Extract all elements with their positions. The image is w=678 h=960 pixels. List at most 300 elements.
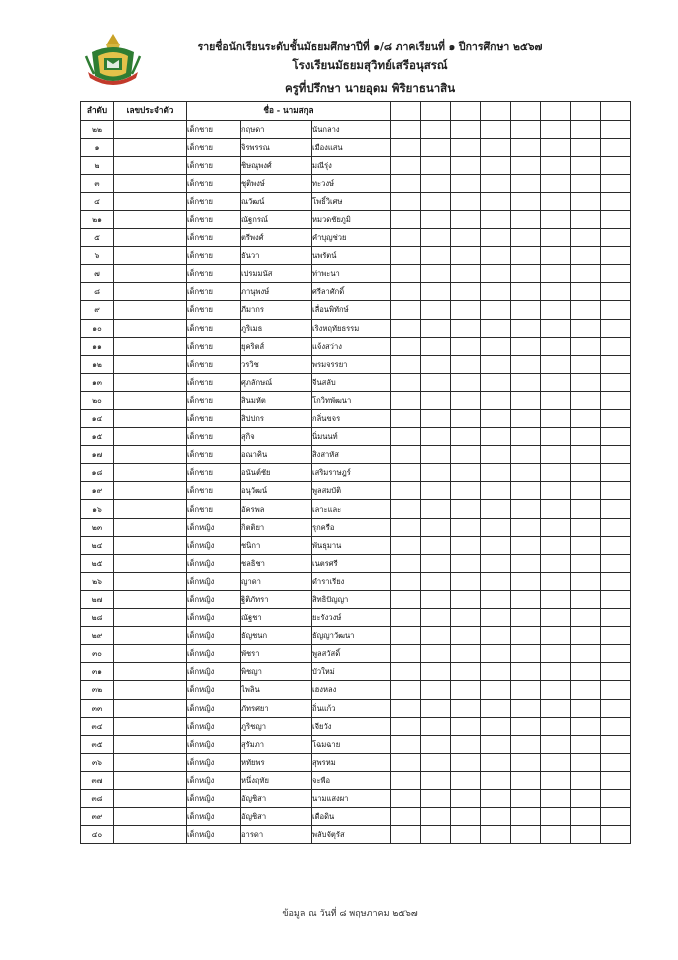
student-number: ๓	[81, 174, 114, 192]
blank-cell	[481, 536, 511, 554]
blank-cell	[421, 789, 451, 807]
student-number: ๒๘	[81, 609, 114, 627]
student-last-name: โฉมฉาย	[312, 735, 391, 753]
student-id-cell	[114, 192, 187, 210]
blank-cell	[541, 120, 571, 138]
table-row	[81, 120, 631, 138]
student-first-name: ภูริชญา	[241, 717, 312, 735]
student-prefix: เด็กชาย	[187, 301, 241, 319]
table-row	[81, 283, 631, 301]
blank-cell	[541, 681, 571, 699]
student-id-cell	[114, 210, 187, 228]
student-id-cell	[114, 337, 187, 355]
blank-cell	[451, 319, 481, 337]
blank-cell	[421, 428, 451, 446]
header-name: ชื่อ - นามสกุล	[187, 102, 391, 121]
blank-cell	[391, 319, 421, 337]
blank-cell	[481, 410, 511, 428]
student-number: ๔๐	[81, 826, 114, 844]
blank-cell	[421, 590, 451, 608]
blank-cell	[571, 283, 601, 301]
student-number: ๑๙	[81, 482, 114, 500]
table-row	[81, 572, 631, 590]
blank-cell	[511, 373, 541, 391]
student-id-cell	[114, 373, 187, 391]
student-last-name: นพรัตน์	[312, 247, 391, 265]
blank-cell	[451, 482, 481, 500]
blank-cell	[571, 753, 601, 771]
school-emblem	[84, 32, 142, 88]
blank-cell	[511, 808, 541, 826]
blank-cell	[481, 826, 511, 844]
blank-cell	[511, 247, 541, 265]
student-number: ๓๓	[81, 699, 114, 717]
blank-cell	[451, 174, 481, 192]
blank-cell	[421, 735, 451, 753]
student-first-name: สุกิจ	[241, 428, 312, 446]
blank-cell	[451, 627, 481, 645]
blank-cell	[541, 627, 571, 645]
blank-cell	[571, 681, 601, 699]
blank-cell	[451, 156, 481, 174]
blank-cell	[601, 681, 631, 699]
table-row	[81, 192, 631, 210]
student-prefix: เด็กหญิง	[187, 771, 241, 789]
student-id-cell	[114, 446, 187, 464]
blank-cell	[511, 572, 541, 590]
blank-cell	[451, 265, 481, 283]
table-row	[81, 717, 631, 735]
student-id-cell	[114, 247, 187, 265]
blank-cell	[541, 554, 571, 572]
blank-cell	[571, 663, 601, 681]
blank-cell	[391, 645, 421, 663]
blank-cell	[421, 518, 451, 536]
student-id-cell	[114, 355, 187, 373]
blank-cell	[481, 446, 511, 464]
student-id-cell	[114, 301, 187, 319]
student-first-name: กิตติยา	[241, 518, 312, 536]
student-first-name: หทัยพร	[241, 753, 312, 771]
student-first-name: อนุวัฒน์	[241, 482, 312, 500]
table-row	[81, 301, 631, 319]
student-number: ๒๔	[81, 536, 114, 554]
blank-cell	[391, 337, 421, 355]
blank-cell	[481, 156, 511, 174]
blank-cell	[511, 410, 541, 428]
student-id-cell	[114, 717, 187, 735]
student-prefix: เด็กชาย	[187, 283, 241, 301]
blank-cell	[601, 717, 631, 735]
blank-cell	[481, 229, 511, 247]
student-last-name: สิงสาหัส	[312, 446, 391, 464]
student-id-cell	[114, 229, 187, 247]
blank-cell	[421, 663, 451, 681]
blank-cell	[601, 337, 631, 355]
blank-cell	[421, 645, 451, 663]
blank-cell	[571, 174, 601, 192]
blank-cell	[511, 301, 541, 319]
table-row	[81, 265, 631, 283]
student-number: ๑	[81, 138, 114, 156]
student-last-name: เจียวัง	[312, 717, 391, 735]
table-row	[81, 373, 631, 391]
blank-cell	[511, 192, 541, 210]
table-row	[81, 808, 631, 826]
blank-cell	[541, 355, 571, 373]
blank-cell	[391, 735, 421, 753]
blank-cell	[541, 301, 571, 319]
blank-cell	[541, 590, 571, 608]
blank-cell	[481, 518, 511, 536]
student-last-name: เริงหฤทัยธรรม	[312, 319, 391, 337]
blank-cell	[391, 428, 421, 446]
blank-cell	[511, 174, 541, 192]
blank-cell	[391, 753, 421, 771]
blank-cell	[421, 681, 451, 699]
blank-cell	[571, 572, 601, 590]
student-last-name: จีนสลับ	[312, 373, 391, 391]
blank-cell	[421, 283, 451, 301]
blank-cell	[601, 355, 631, 373]
student-number: ๓๐	[81, 645, 114, 663]
blank-cell	[541, 410, 571, 428]
blank-cell	[541, 572, 571, 590]
student-first-name: ฐิติภัทรา	[241, 590, 312, 608]
table-row	[81, 229, 631, 247]
blank-cell	[511, 789, 541, 807]
student-first-name: ธันวา	[241, 247, 312, 265]
student-prefix: เด็กหญิง	[187, 753, 241, 771]
blank-cell	[601, 464, 631, 482]
blank-cell	[481, 645, 511, 663]
student-last-name: ท่าพะนา	[312, 265, 391, 283]
student-last-name: นามแสงผา	[312, 789, 391, 807]
blank-cell	[541, 373, 571, 391]
blank-cell	[391, 138, 421, 156]
student-first-name: ภานุพงษ์	[241, 283, 312, 301]
student-first-name: สิปปกร	[241, 410, 312, 428]
table-row	[81, 645, 631, 663]
blank-cell	[391, 192, 421, 210]
blank-cell	[511, 826, 541, 844]
student-number: ๑๔	[81, 410, 114, 428]
student-id-cell	[114, 645, 187, 663]
student-number: ๓๘	[81, 789, 114, 807]
table-row	[81, 156, 631, 174]
student-prefix: เด็กชาย	[187, 319, 241, 337]
blank-cell	[421, 446, 451, 464]
blank-cell	[451, 826, 481, 844]
blank-cell	[601, 446, 631, 464]
student-prefix: เด็กหญิง	[187, 735, 241, 753]
header-blank	[421, 102, 451, 121]
blank-cell	[481, 627, 511, 645]
student-prefix: เด็กชาย	[187, 174, 241, 192]
student-number: ๑๗	[81, 446, 114, 464]
student-prefix: เด็กหญิง	[187, 518, 241, 536]
student-prefix: เด็กชาย	[187, 156, 241, 174]
blank-cell	[481, 500, 511, 518]
blank-cell	[421, 247, 451, 265]
blank-cell	[391, 572, 421, 590]
table-row	[81, 590, 631, 608]
blank-cell	[421, 771, 451, 789]
student-last-name: เดือดิน	[312, 808, 391, 826]
student-first-name: วรวิช	[241, 355, 312, 373]
student-number: ๑๘	[81, 464, 114, 482]
blank-cell	[391, 229, 421, 247]
blank-cell	[391, 174, 421, 192]
blank-cell	[421, 482, 451, 500]
blank-cell	[541, 210, 571, 228]
student-first-name: ธัญชนก	[241, 627, 312, 645]
blank-cell	[481, 247, 511, 265]
student-last-name: เมืองแสน	[312, 138, 391, 156]
blank-cell	[481, 210, 511, 228]
blank-cell	[481, 717, 511, 735]
blank-cell	[451, 771, 481, 789]
blank-cell	[541, 609, 571, 627]
blank-cell	[511, 120, 541, 138]
blank-cell	[481, 428, 511, 446]
blank-cell	[541, 283, 571, 301]
blank-cell	[511, 609, 541, 627]
student-prefix: เด็กชาย	[187, 138, 241, 156]
student-last-name: เฮงหลง	[312, 681, 391, 699]
blank-cell	[541, 265, 571, 283]
table-row	[81, 735, 631, 753]
blank-cell	[601, 410, 631, 428]
blank-cell	[511, 156, 541, 174]
student-number: ๑๐	[81, 319, 114, 337]
blank-cell	[601, 518, 631, 536]
student-prefix: เด็กชาย	[187, 337, 241, 355]
blank-cell	[451, 554, 481, 572]
student-number: ๑๑	[81, 337, 114, 355]
blank-cell	[391, 482, 421, 500]
blank-cell	[541, 518, 571, 536]
blank-cell	[571, 590, 601, 608]
blank-cell	[571, 138, 601, 156]
blank-cell	[391, 609, 421, 627]
blank-cell	[481, 192, 511, 210]
table-row	[81, 518, 631, 536]
blank-cell	[601, 482, 631, 500]
student-id-cell	[114, 138, 187, 156]
student-first-name: ไพลิน	[241, 681, 312, 699]
blank-cell	[541, 337, 571, 355]
blank-cell	[601, 735, 631, 753]
blank-cell	[391, 826, 421, 844]
student-first-name: ตรีพงศ์	[241, 229, 312, 247]
blank-cell	[391, 717, 421, 735]
student-id-cell	[114, 410, 187, 428]
student-first-name: อัญชิสา	[241, 808, 312, 826]
blank-cell	[421, 572, 451, 590]
blank-cell	[421, 138, 451, 156]
student-id-cell	[114, 518, 187, 536]
blank-cell	[541, 138, 571, 156]
student-last-name: สุพรหม	[312, 753, 391, 771]
blank-cell	[571, 771, 601, 789]
blank-cell	[571, 301, 601, 319]
student-first-name: ยุคริตส์	[241, 337, 312, 355]
blank-cell	[571, 609, 601, 627]
student-prefix: เด็กชาย	[187, 229, 241, 247]
student-first-name: ณวัฒน์	[241, 192, 312, 210]
blank-cell	[601, 229, 631, 247]
blank-cell	[391, 265, 421, 283]
student-last-name: เสริมราษฎร์	[312, 464, 391, 482]
blank-cell	[421, 717, 451, 735]
student-first-name: ณัฐกรณ์	[241, 210, 312, 228]
student-prefix: เด็กชาย	[187, 428, 241, 446]
blank-cell	[481, 464, 511, 482]
school-name: โรงเรียนมัธยมสุวิทย์เสรีอนุสรณ์	[292, 58, 448, 72]
table-header-row	[81, 102, 631, 121]
student-id-cell	[114, 627, 187, 645]
blank-cell	[481, 373, 511, 391]
blank-cell	[451, 681, 481, 699]
header-blank	[481, 102, 511, 121]
table-row	[81, 410, 631, 428]
blank-cell	[511, 590, 541, 608]
student-prefix: เด็กหญิง	[187, 572, 241, 590]
blank-cell	[421, 699, 451, 717]
blank-cell	[391, 391, 421, 409]
table-row	[81, 753, 631, 771]
student-first-name: อนันต์ชัย	[241, 464, 312, 482]
blank-cell	[451, 518, 481, 536]
blank-cell	[601, 554, 631, 572]
student-id-cell	[114, 536, 187, 554]
blank-cell	[391, 120, 421, 138]
blank-cell	[481, 699, 511, 717]
student-last-name: โพธิ์วิเศษ	[312, 192, 391, 210]
blank-cell	[421, 355, 451, 373]
student-prefix: เด็กหญิง	[187, 645, 241, 663]
student-first-name: ชลธิชา	[241, 554, 312, 572]
blank-cell	[451, 645, 481, 663]
student-first-name: ชุติพงษ์	[241, 174, 312, 192]
blank-cell	[481, 789, 511, 807]
advisor-line: ครูที่ปรึกษา นายอุดม พิริยาธนาสิน	[284, 81, 456, 95]
student-last-name: พันธุมาน	[312, 536, 391, 554]
student-number: ๙	[81, 301, 114, 319]
student-number: ๒๖	[81, 572, 114, 590]
blank-cell	[451, 120, 481, 138]
table-row	[81, 699, 631, 717]
blank-cell	[541, 428, 571, 446]
blank-cell	[451, 572, 481, 590]
student-last-name: พลับจัตุรัส	[312, 826, 391, 844]
student-number: ๓๒	[81, 681, 114, 699]
blank-cell	[391, 210, 421, 228]
student-first-name: ภัทรศยา	[241, 699, 312, 717]
student-number: ๒๒	[81, 120, 114, 138]
blank-cell	[481, 265, 511, 283]
blank-cell	[511, 138, 541, 156]
blank-cell	[571, 373, 601, 391]
student-number: ๒	[81, 156, 114, 174]
blank-cell	[451, 808, 481, 826]
table-row	[81, 464, 631, 482]
student-prefix: เด็กหญิง	[187, 609, 241, 627]
student-last-name: ยะรังวงษ์	[312, 609, 391, 627]
blank-cell	[421, 319, 451, 337]
blank-cell	[391, 500, 421, 518]
blank-cell	[451, 699, 481, 717]
blank-cell	[451, 663, 481, 681]
blank-cell	[481, 337, 511, 355]
student-prefix: เด็กหญิง	[187, 681, 241, 699]
blank-cell	[451, 717, 481, 735]
student-number: ๓๔	[81, 717, 114, 735]
student-id-cell	[114, 120, 187, 138]
blank-cell	[541, 753, 571, 771]
blank-cell	[391, 554, 421, 572]
student-id-cell	[114, 789, 187, 807]
blank-cell	[511, 319, 541, 337]
blank-cell	[451, 283, 481, 301]
header-blank	[541, 102, 571, 121]
blank-cell	[481, 771, 511, 789]
student-first-name: ญาดา	[241, 572, 312, 590]
blank-cell	[511, 699, 541, 717]
student-id-cell	[114, 826, 187, 844]
table-row	[81, 210, 631, 228]
blank-cell	[451, 192, 481, 210]
blank-cell	[511, 482, 541, 500]
blank-cell	[421, 554, 451, 572]
blank-cell	[421, 391, 451, 409]
blank-cell	[601, 156, 631, 174]
header-blank	[391, 102, 421, 121]
student-prefix: เด็กหญิง	[187, 699, 241, 717]
blank-cell	[571, 500, 601, 518]
blank-cell	[601, 265, 631, 283]
student-last-name: จะพือ	[312, 771, 391, 789]
student-first-name: อารดา	[241, 826, 312, 844]
student-last-name: พูลสวัสดิ์	[312, 645, 391, 663]
blank-cell	[541, 319, 571, 337]
blank-cell	[601, 826, 631, 844]
blank-cell	[511, 464, 541, 482]
student-id-cell	[114, 265, 187, 283]
student-prefix: เด็กชาย	[187, 373, 241, 391]
blank-cell	[571, 247, 601, 265]
blank-cell	[481, 391, 511, 409]
blank-cell	[481, 283, 511, 301]
blank-cell	[391, 627, 421, 645]
table-row	[81, 337, 631, 355]
blank-cell	[451, 789, 481, 807]
student-last-name: ถิ่นแก้ว	[312, 699, 391, 717]
blank-cell	[451, 229, 481, 247]
header-blank	[511, 102, 541, 121]
header-blank	[601, 102, 631, 121]
blank-cell	[541, 229, 571, 247]
blank-cell	[481, 174, 511, 192]
blank-cell	[451, 536, 481, 554]
header-blank	[451, 102, 481, 121]
blank-cell	[421, 464, 451, 482]
blank-cell	[541, 663, 571, 681]
blank-cell	[481, 120, 511, 138]
student-id-cell	[114, 482, 187, 500]
student-prefix: เด็กชาย	[187, 482, 241, 500]
